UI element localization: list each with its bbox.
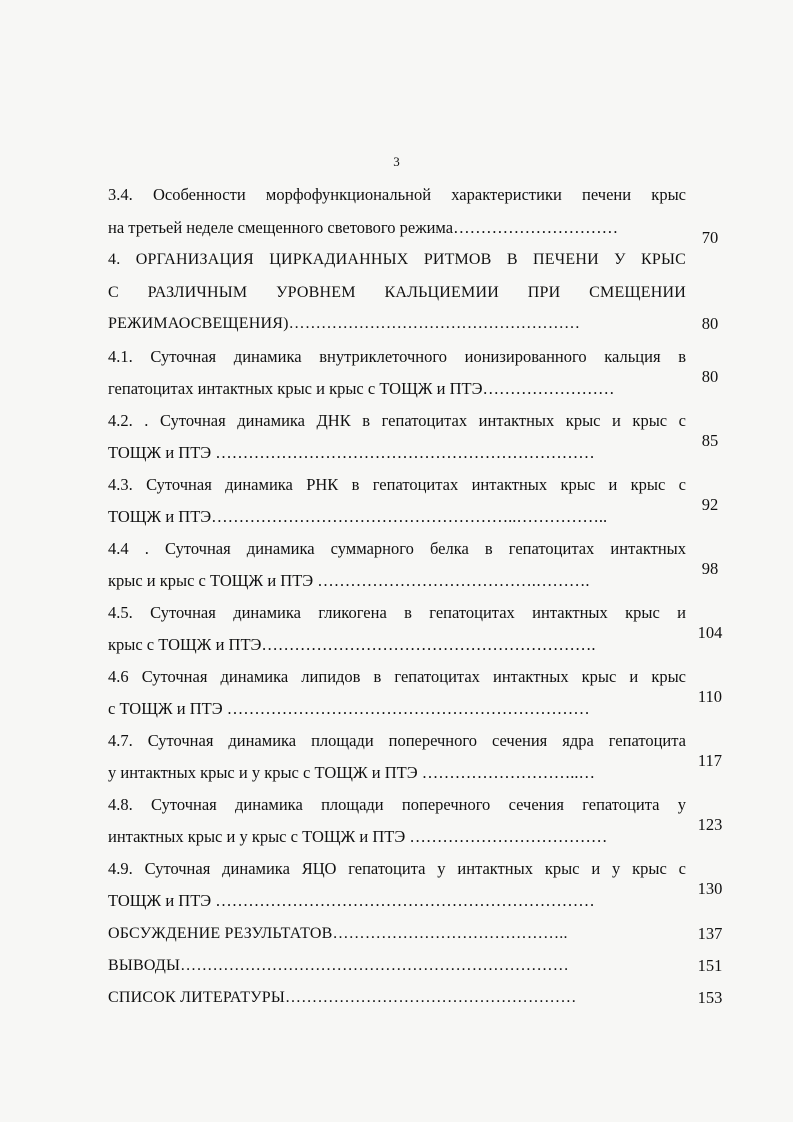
toc-entry-4-1-line1: 4.1. Суточная динамика внутриклеточного ионизированного кальция в [108,347,686,366]
toc-entry-4-6-line2: с ТОЩЖ и ПТЭ ………………………………………………………… [108,699,590,718]
toc-entry-4-3-page: 92 [701,495,719,514]
toc-entry-4-page: 80 [701,314,719,333]
toc-entry-4-8-line2: интактных крыс и у крыс с ТОЩЖ и ПТЭ ……………………………… [108,827,608,846]
toc-entry-4-9-page: 130 [697,879,723,898]
toc-entry-4-5-page: 104 [697,623,723,642]
toc-entry-3-4-page: 70 [701,228,719,247]
toc-entry-4-6-page: 110 [697,687,723,706]
toc-entry-4-7-line1: 4.7. Суточная динамика площади поперечного сечения ядра гепатоцита [108,731,686,750]
toc-entry-4-5-line2: крыс с ТОЩЖ и ПТЭ……………………………………………………. [108,635,596,654]
toc-entry-4-8-line1: 4.8. Суточная динамика площади поперечного сечения гепатоцита у [108,795,686,814]
toc-entry-4-6-line1: 4.6 Суточная динамика липидов в гепатоцитах интактных крыс и крыс [108,667,686,686]
toc-entry-4-2-line1: 4.2. . Суточная динамика ДНК в гепатоцитах интактных крыс и крыс с [108,411,686,430]
toc-entry-conclusions-page: 151 [697,956,723,975]
toc-entry-4-line1: 4. ОРГАНИЗАЦИЯ ЦИРКАДИАННЫХ РИТМОВ В ПЕЧЕНИ У КРЫС [108,251,686,268]
toc-entry-4-4-line1: 4.4 . Суточная динамика суммарного белка в гепатоцитах интактных [108,539,686,558]
toc-entry-4-5-line1: 4.5. Суточная динамика гликогена в гепатоцитах интактных крыс и [108,603,686,622]
toc-entry-4-9-line2: ТОЩЖ и ПТЭ …………………………………………………………… [108,891,595,910]
toc-entry-references-page: 153 [697,988,723,1007]
toc-entry-4-4-line2: крыс и крыс с ТОЩЖ и ПТЭ ………………………………….………. [108,571,590,590]
toc-entry-4-1-line2: гепатоцитах интактных крыс и крыс с ТОЩЖ и ПТЭ…………………… [108,379,615,398]
toc-entry-4-7-line2: у интактных крыс и у крыс с ТОЩЖ и ПТЭ ………………………..… [108,763,595,782]
toc-entry-discussion: ОБСУЖДЕНИЕ РЕЗУЛЬТАТОВ…………………………………….. [108,925,568,942]
toc-entry-4-3-line2: ТОЩЖ и ПТЭ………………………………………………..…………….. [108,507,608,526]
toc-entry-4-3-line1: 4.3. Суточная динамика РНК в гепатоцитах интактных крыс и крыс с [108,475,686,494]
toc-entry-4-7-page: 117 [697,751,723,770]
toc-entry-4-1-page: 80 [701,367,719,386]
toc-entry-4-2-page: 85 [701,431,719,450]
toc-entry-4-9-line1: 4.9. Суточная динамика ЯЦО гепатоцита у интактных крыс и у крыс с [108,859,686,878]
toc-entry-discussion-page: 137 [697,924,723,943]
toc-entry-3-4-line2: на третьей неделе смещенного светового режима………………………… [108,218,619,237]
toc-entry-3-4-line1: 3.4. Особенности морфофункциональной характеристики печени крыс [108,185,686,204]
toc-entry-conclusions: ВЫВОДЫ……………………………………………………………… [108,957,569,974]
toc-entry-4-2-line2: ТОЩЖ и ПТЭ …………………………………………………………… [108,443,595,462]
toc-entry-4-line3: РЕЖИМАОСВЕЩЕНИЯ)……………………………………………… [108,315,581,332]
page-number: 3 [393,154,400,169]
toc-entry-references: СПИСОК ЛИТЕРАТУРЫ……………………………………………… [108,989,577,1006]
toc-entry-4-line2: С РАЗЛИЧНЫМ УРОВНЕМ КАЛЬЦИЕМИИ ПРИ СМЕЩЕНИИ [108,284,686,301]
toc-entry-4-8-page: 123 [697,815,723,834]
toc-entry-4-4-page: 98 [701,559,719,578]
